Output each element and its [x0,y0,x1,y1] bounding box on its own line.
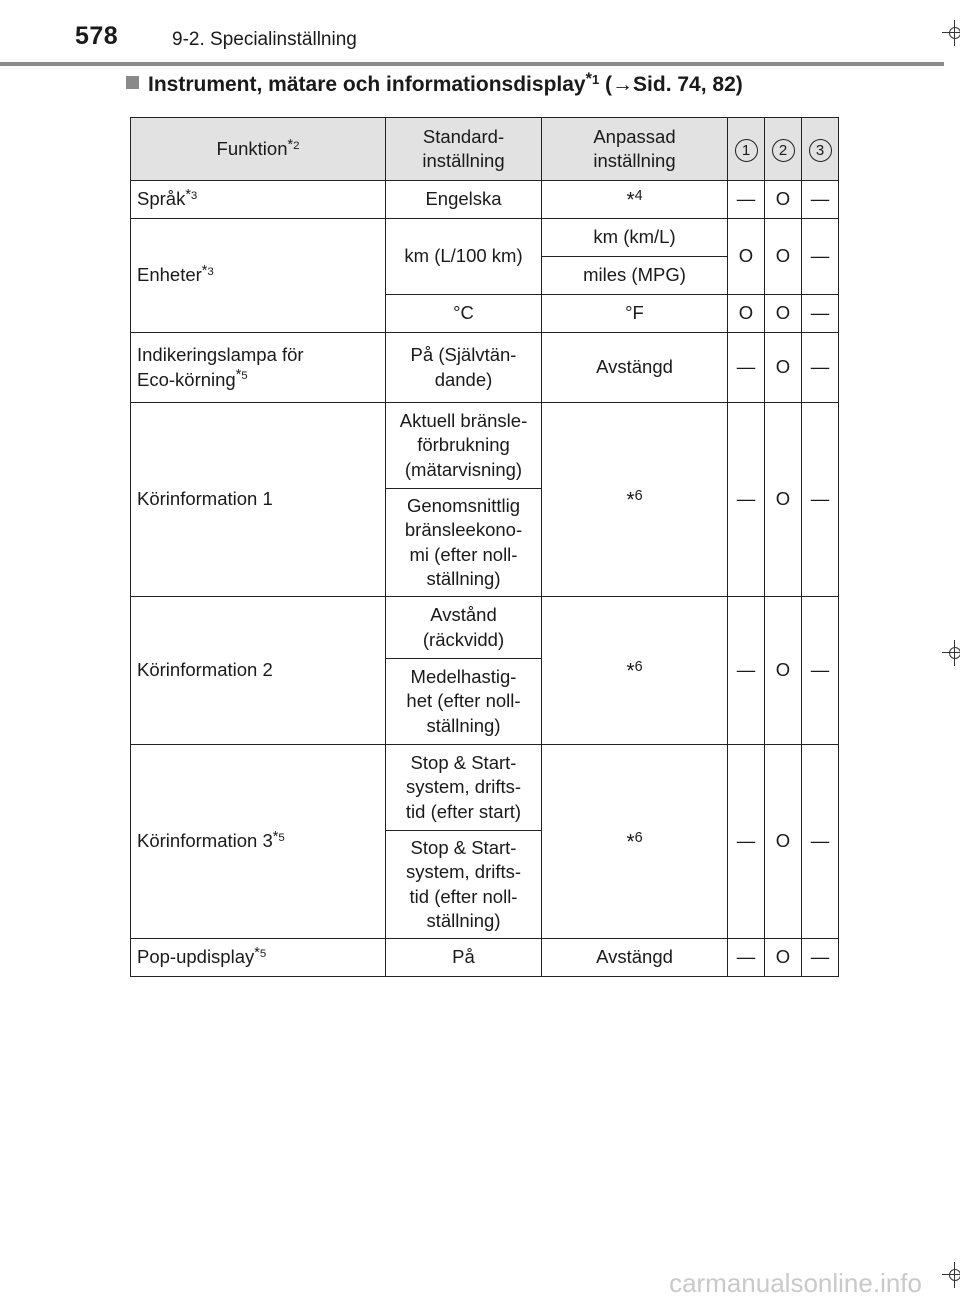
heading-square-bullet [126,76,139,89]
heading-footnote: 1 [591,72,600,87]
standard-cell: Genomsnittlig bränsleekono- mi (efter noll- ställning) [386,489,542,597]
function-cell: Körinformation 3$^{*5}$ [131,745,386,939]
table-row [131,745,839,831]
table-row [131,403,839,489]
column-3-cell: — [802,295,839,333]
column-1-cell: — [728,939,765,977]
custom-cell: *$^6$ [542,745,728,939]
custom-cell: °F [542,295,728,333]
table-row [131,939,839,977]
table-row [131,181,839,219]
column-1-cell: O [728,295,765,333]
standard-cell: Stop & Start- system, drifts- tid (efter noll- ställning) [386,831,542,939]
function-cell: Körinformation 2 [131,597,386,745]
standard-cell: Engelska [386,181,542,219]
function-cell: Språk$^{*3}$ [131,181,386,219]
standard-cell: km (L/100 km) [386,219,542,295]
header-function: Funktion$^{*2}$ [131,118,386,181]
function-cell: Enheter$^{*3}$ [131,219,386,333]
column-3-cell: — [802,181,839,219]
header-custom-setting: Anpassad inställning [542,118,728,181]
column-3-cell: — [802,745,839,939]
column-3-cell: — [802,597,839,745]
standard-cell: Aktuell bränsle- förbrukning (mätarvisning) [386,403,542,489]
custom-cell: *$^6$ [542,403,728,597]
header-column-2: 2 [765,118,802,181]
header-column-1: 1 [728,118,765,181]
column-3-cell: — [802,219,839,295]
header-rule [0,62,944,66]
column-2-cell: O [765,219,802,295]
column-1-cell: — [728,403,765,597]
standard-cell: Avstånd (räckvidd) [386,597,542,659]
table-row [131,597,839,659]
heading-text: Instrument, mätare och informationsdisplay [148,73,586,97]
header-standard-setting: Standard- inställning [386,118,542,181]
table-row [131,219,839,257]
section-title: 9-2. Specialinställning [172,29,357,50]
standard-cell: °C [386,295,542,333]
column-2-cell: O [765,939,802,977]
function-cell: Pop-updisplay$^{*5}$ [131,939,386,977]
column-2-cell: O [765,597,802,745]
function-cell: Körinformation 1 [131,403,386,597]
heading-page-reference[interactable]: Sid. 74, 82) [633,73,743,97]
page-number: 578 [75,22,119,50]
watermark: carmanualsonline.info [669,1268,922,1298]
custom-cell: *$^4$ [542,181,728,219]
standard-cell: Medelhastig- het (efter noll- ställning) [386,659,542,745]
column-3-cell: — [802,333,839,403]
table-row [131,333,839,403]
table-header-row [131,118,839,181]
function-cell: Indikeringslampa för Eco-körning$^{*5}$ [131,333,386,403]
column-2-cell: O [765,745,802,939]
column-1-cell: — [728,597,765,745]
custom-cell: miles (MPG) [542,257,728,295]
arrow-icon: → [612,73,634,97]
column-1-cell: O [728,219,765,295]
custom-cell: km (km/L) [542,219,728,257]
custom-cell: Avstängd [542,333,728,403]
section-heading: Instrument, mätare och informationsdisplay$^{*1}$ (→Sid. 74, 82) [126,72,743,97]
column-3-cell: — [802,939,839,977]
custom-cell: Avstängd [542,939,728,977]
custom-cell: *$^6$ [542,597,728,745]
column-1-cell: — [728,181,765,219]
header-column-3: 3 [802,118,839,181]
column-3-cell: — [802,403,839,597]
column-2-cell: O [765,295,802,333]
column-1-cell: — [728,333,765,403]
standard-cell: På (Självtän- dande) [386,333,542,403]
column-2-cell: O [765,181,802,219]
column-2-cell: O [765,403,802,597]
column-1-cell: — [728,745,765,939]
standard-cell: På [386,939,542,977]
standard-cell: Stop & Start- system, drifts- tid (efter start) [386,745,542,831]
column-2-cell: O [765,333,802,403]
settings-table [130,117,839,977]
